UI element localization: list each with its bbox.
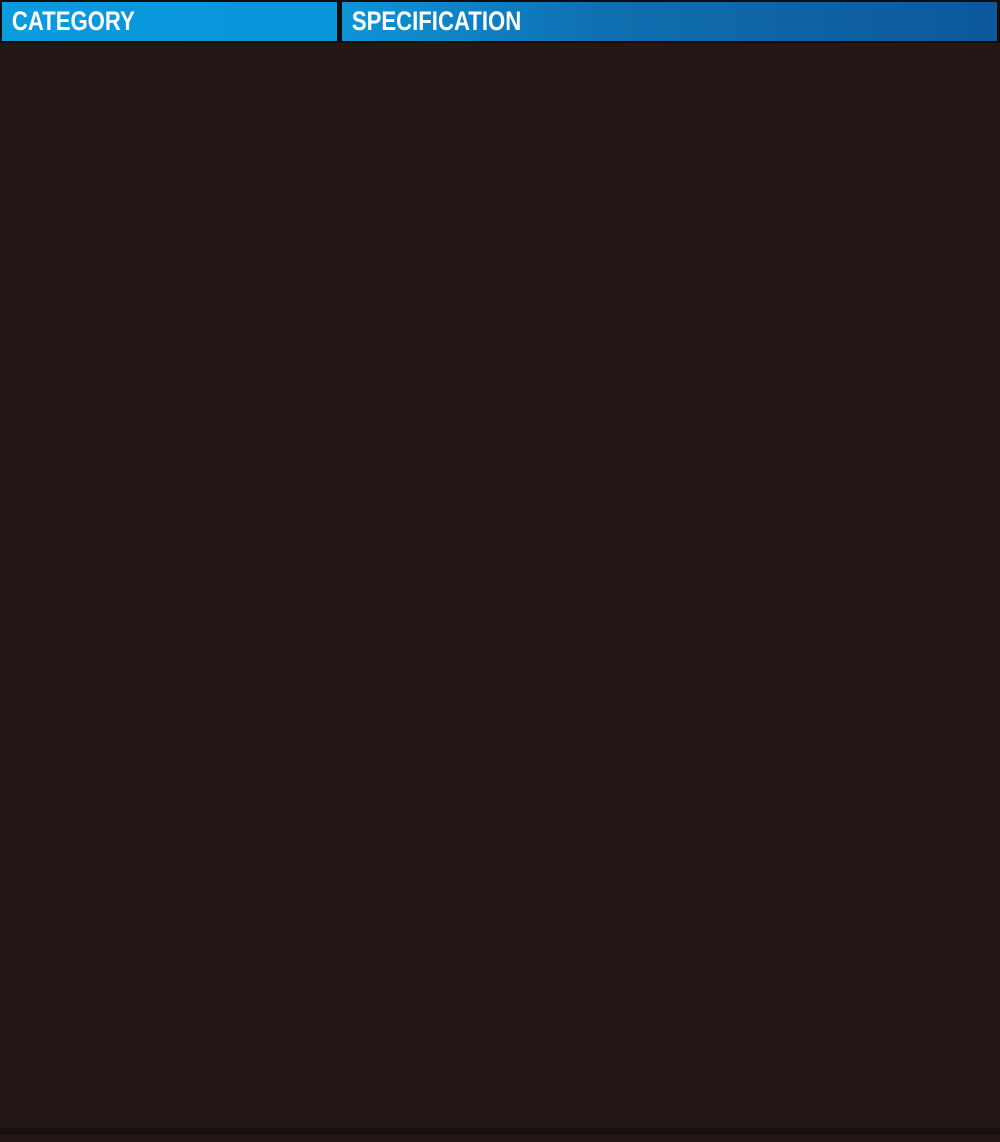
specification-header-label: SPECIFICATION	[351, 6, 522, 36]
table-header-row	[0, 0, 1000, 43]
column-header-specification	[342, 2, 997, 41]
category-header-label: CATEGORY	[11, 6, 135, 36]
table-body-empty	[0, 43, 1000, 1135]
column-header-category	[2, 2, 337, 41]
bottom-edge-strip	[0, 1128, 1000, 1135]
